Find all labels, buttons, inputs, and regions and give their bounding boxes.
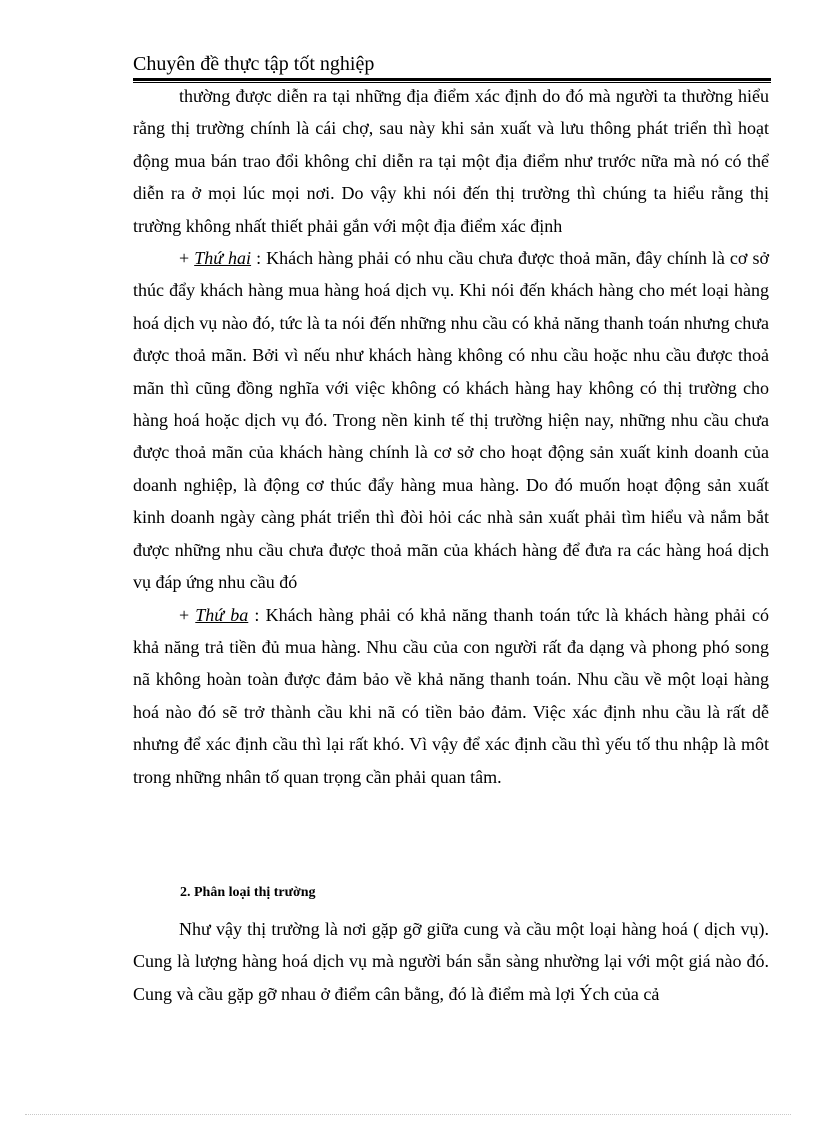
paragraph-2 <box>133 242 769 598</box>
paragraph-1 <box>133 80 769 242</box>
paragraph-3-prefix: + <box>179 604 196 625</box>
paragraph-2-text: : Khách hàng phải có nhu cầu chưa được thoả mãn, đây chính là cơ sở thúc đẩy khách hàng mua hàng hoá dịch vụ. Khi nói đến khách hàng cho mét loại hàng hoá dịch vụ nào đó, tức là ta nói đến những nhu cầu có khả năng thanh toán nhưng chưa được thoả mãn. Bởi vì nếu như khách hàng không có nhu cầu hoặc nhu cầu được thoả mãn thì cũng đồng nghĩa với việc không có khách hàng hay không có thị trường cho hàng hoá hoặc dịch vụ đó. Trong nền kinh tế thị trường hiện nay, những nhu cầu chưa được thoả mãn của khách hàng chính là cơ sở cho hoạt động sản xuất kinh doanh của doanh nghiệp, là động cơ thúc đẩy hàng mua hàng. Do đó muốn hoạt động sản xuất kinh doanh ngày càng phát triển thì đòi hỏi các nhà sản xuất phải tìm hiểu và nắm bắt được những nhu cầu chưa được thoả mãn của khách hàng để đưa ra các hàng hoá dịch vụ đáp ứng nhu cầu đó <box>133 248 769 593</box>
paragraph-4 <box>133 913 769 1010</box>
paragraph-2-lead: Thứ hai <box>194 248 252 269</box>
document-body <box>133 80 770 1004</box>
paragraph-3 <box>133 599 769 793</box>
paragraph-3-lead: Thứ ba <box>195 604 249 625</box>
paragraph-2-prefix: + <box>179 248 195 269</box>
section-body <box>133 913 769 1010</box>
page-header <box>133 52 771 83</box>
paragraph-4-text: Như vậy thị trường là nơi gặp gỡ giữa cung và cầu một loại hàng hoá ( dịch vụ). Cung là lượng hàng hoá dịch vụ mà người bán sẵn sàng nhường lại với một giá nào đó. Cung và cầu gặp gỡ nhau ở điểm cân bằng, đó là điểm mà lợi Ých của cả <box>133 919 769 1004</box>
header-title: Chuyên đề thực tập tốt nghiệp <box>133 53 375 75</box>
paragraph-1-text: thường được diễn ra tại những địa điểm xác định do đó mà người ta thường hiểu rằng thị trường chính là cái chợ, sau này khi sản xuất và lưu thông phát triển thì hoạt động mua bán trao đổi không chỉ diễn ra tại một địa điểm như trước nữa mà nó có thể diễn ra ở mọi lúc mọi nơi. Do vậy khi nói đến thị trường thì chúng ta hiểu rằng thị trường không nhất thiết phải gắn với một địa điểm xác định <box>133 86 769 236</box>
section-heading: 2. Phân loại thị trường <box>180 885 316 900</box>
page-bottom-border <box>25 1114 791 1115</box>
paragraph-3-text: : Khách hàng phải có khả năng thanh toán tức là khách hàng phải có khả năng trả tiền đủ mua hàng. Nhu cầu của con người rất đa dạng và phong phó song nã không hoàn toàn được đảm bảo về khả năng thanh toán. Nhu cầu về một loại hàng hoá nào đó sẽ trở thành cầu khi nã có tiền bảo đảm. Việc xác định nhu cầu là rất dễ nhưng để xác định cầu thì lại rất khó. Vì vậy để xác định cầu thì yếu tố thu nhập là môt trong những nhân tố quan trọng cần phải quan tâm. <box>133 604 770 787</box>
